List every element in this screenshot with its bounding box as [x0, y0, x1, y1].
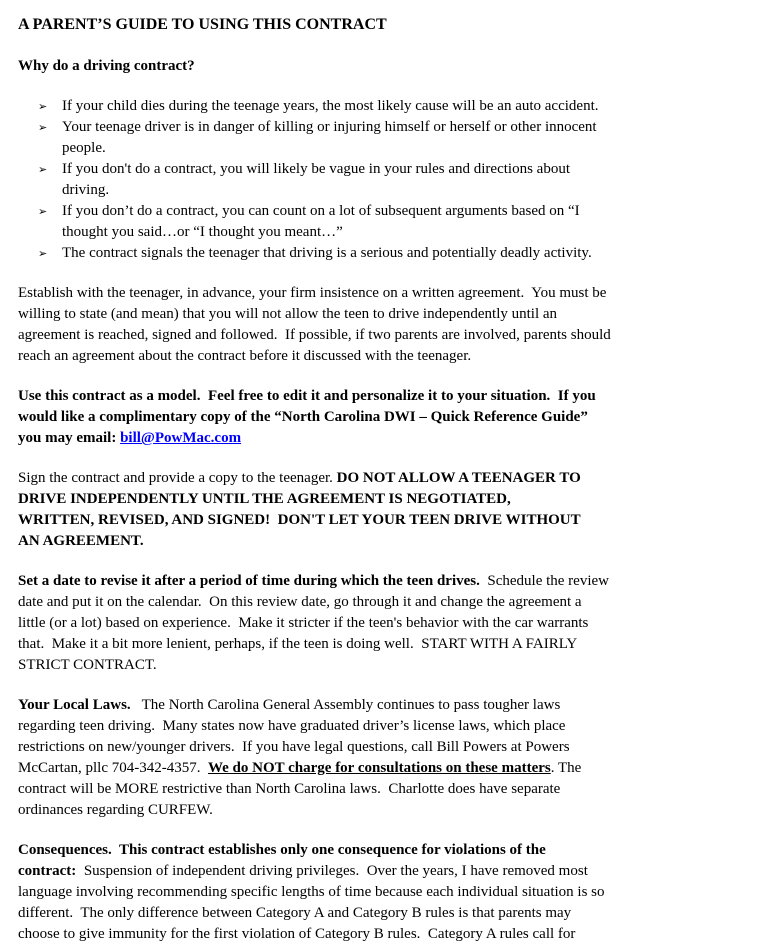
document-title: A PARENT’S GUIDE TO USING THIS CONTRACT [18, 16, 387, 33]
text-line [18, 695, 760, 716]
text-line: language involving recommending specific lengths of time because each individual situation is so [18, 884, 605, 900]
text-run-bold: Your Local Laws. [18, 697, 131, 713]
text-line: Use this contract as a model. Feel free to edit it and personalize it to your situation. If you [18, 388, 596, 404]
bullet-text: driving. [62, 182, 110, 198]
arrow-bullet-icon: ➢ [38, 163, 48, 176]
bullet-text: Your teenage driver is in danger of killing or injuring himself or herself or other innocent [62, 119, 597, 135]
text-line [18, 428, 760, 449]
text-line: STRICT CONTRACT. [18, 657, 157, 673]
text-line-clipped: choose to give immunity for the first violation of Category B rules. Category A rules call for [18, 926, 576, 942]
email-link[interactable]: bill@PowMac.com [120, 430, 242, 446]
email-label: you may email: [18, 430, 121, 446]
text-line: contract will be MORE restrictive than North Carolina laws. Charlotte does have separate [18, 781, 561, 797]
arrow-bullet-icon: ➢ [38, 100, 48, 113]
bullet-text: thought you said…or “I thought you meant…” [62, 224, 343, 240]
text-line: agreement is reached, signed and followed. If possible, if two parents are involved, parents should [18, 327, 611, 343]
bullet-list [18, 96, 760, 264]
paragraph-establish [18, 283, 760, 367]
text-line: date and put it on the calendar. On this review date, go through it and change the agreement a [18, 594, 582, 610]
text-line: restrictions on new/younger drivers. If you have legal questions, call Bill Powers at Powers [18, 739, 570, 755]
text-line: that. Make it a bit more lenient, perhaps, if the teen is doing well. START WITH A FAIRLY [18, 636, 578, 652]
text-line: regarding teen driving. Many states now have graduated driver’s license laws, which place [18, 718, 566, 734]
bullet-item [18, 243, 760, 264]
text-line: Consequences. This contract establishes only one consequence for violations of the [18, 842, 546, 858]
arrow-bullet-icon: ➢ [38, 247, 48, 260]
text-line [18, 758, 760, 779]
text-run: Schedule the review [479, 573, 609, 589]
text-line: reach an agreement about the contract before it discussed with the teenager. [18, 348, 472, 364]
text-line: Establish with the teenager, in advance, your firm insistence on a written agreement. You must be [18, 285, 607, 301]
bullet-item [18, 201, 760, 243]
text-run-bold: DO NOT ALLOW A TEENAGER TO [336, 470, 581, 486]
bullet-text: If you don't do a contract, you will likely be vague in your rules and directions about [62, 161, 570, 177]
text-run-bold-underline: We do NOT charge for consultations on these matters [207, 760, 551, 776]
text-run: The North Carolina General Assembly continues to pass tougher laws [130, 697, 561, 713]
text-line [18, 861, 760, 882]
text-line: willing to state (and mean) that you will not allow the teen to drive independently until an [18, 306, 558, 322]
text-line: ordinances regarding CURFEW. [18, 802, 213, 818]
paragraph-set-date [18, 571, 760, 676]
paragraph-use-model [18, 386, 760, 449]
text-line: DRIVE INDEPENDENTLY UNTIL THE AGREEMENT IS NEGOTIATED, [18, 491, 511, 507]
paragraph-consequences [18, 840, 760, 945]
text-line [18, 571, 760, 592]
text-line: AN AGREEMENT. [18, 533, 144, 549]
paragraph-local-laws [18, 695, 760, 821]
text-run: . The [550, 760, 582, 776]
text-run: Sign the contract and provide a copy to the teenager. [18, 470, 337, 486]
bullet-text: people. [62, 140, 106, 156]
bullet-item [18, 117, 760, 159]
text-line: different. The only difference between Category A and Category B rules is that parents may [18, 905, 572, 921]
bullet-text: If your child dies during the teenage years, the most likely cause will be an auto accident. [62, 98, 599, 114]
text-line [18, 468, 760, 489]
text-line: little (or a lot) based on experience. Make it stricter if the teen's behavior with the car warrants [18, 615, 589, 631]
section-heading: Why do a driving contract? [18, 58, 195, 74]
arrow-bullet-icon: ➢ [38, 121, 48, 134]
text-run: McCartan, pllc 704-342-4357. [18, 760, 208, 776]
bullet-text: If you don’t do a contract, you can count on a lot of subsequent arguments based on “I [62, 203, 580, 219]
bullet-text: The contract signals the teenager that driving is a serious and potentially deadly activity. [62, 245, 592, 261]
text-run-bold: Set a date to revise it after a period of time during which the teen drives. [18, 573, 480, 589]
text-line: WRITTEN, REVISED, AND SIGNED! DON'T LET YOUR TEEN DRIVE WITHOUT [18, 512, 581, 528]
text-run-bold: contract: [18, 863, 77, 879]
paragraph-sign [18, 468, 760, 552]
text-line: would like a complimentary copy of the “North Carolina DWI – Quick Reference Guide” [18, 409, 588, 425]
text-run: Suspension of independent driving privileges. Over the years, I have removed most [76, 863, 588, 879]
bullet-item [18, 159, 760, 201]
bullet-item [18, 96, 760, 117]
arrow-bullet-icon: ➢ [38, 205, 48, 218]
